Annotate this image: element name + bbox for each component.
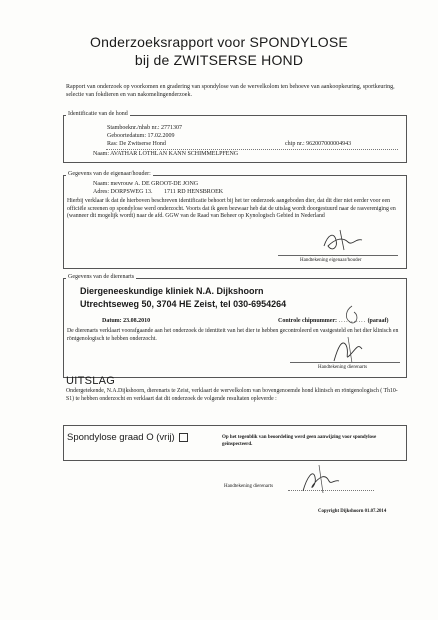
- geboorte-value: 17.02.2009: [147, 133, 175, 139]
- ras-row: [107, 141, 166, 149]
- vet-clinic-address: Utrechtseweg 50, 3704 HE Zeist, tel 030-6954264: [80, 299, 287, 309]
- grade-row: [67, 432, 188, 443]
- chip-paraaf-mark: [338, 304, 368, 328]
- vet-clinic-name: Diergeneeskundige kliniek N.A. Dijkshoorn: [80, 286, 264, 296]
- chip-row: [285, 141, 351, 149]
- vet-datum-label: Datum:: [102, 318, 122, 324]
- owner-statement: Hierbij verklaar ik dat de hierboven beschreven identificatie behoort bij het ter onderzoek aangeboden dier, dat dit dier niet eerder voor een officiële screenen op spondylose werd onderzocht. Voorts dat ik geen bezwaar heb dat de uitslag wordt doorgestuurd naar de rasvereniging en (wanneer dit mogelijk wordt) naar de afd. GGW van de Raad van Beheer op Kynologisch Gebied in Nederland: [67, 198, 396, 219]
- vet-section-legend: Gegevens van de dierenarts: [68, 274, 135, 280]
- owner-adres-label: Adres:: [93, 189, 109, 195]
- owner-adres-value: DORPSWEG 13.: [110, 189, 153, 195]
- grade-checkbox[interactable]: [179, 433, 188, 442]
- grade-label: Spondylose graad O (vrij): [67, 432, 175, 443]
- dog-section-legend: Identificatie van de hond: [68, 111, 128, 117]
- ras-label: Ras:: [107, 141, 118, 147]
- chip-label: chip nr.:: [285, 141, 305, 147]
- ras-value: De Zwitserse Hond: [119, 141, 166, 147]
- chip-check-label: Controle chipnummer:: [278, 318, 338, 324]
- owner-naam-value: mevrouw A. DE GROOT-DE JONG: [110, 181, 199, 187]
- chip-value: 962007000004943: [306, 141, 352, 147]
- owner-postcode-value: 1711 RD HENSBROEK: [164, 189, 224, 195]
- vet-statement: De dierenarts verklaart voorafgaande aan het onderzoek de identiteit van het dier te hebben gecontroleerd en vastgesteld en het dier klinisch en röntgenologisch te hebben onderzocht.: [67, 328, 399, 342]
- vet-signature-1: [328, 335, 368, 365]
- chip-check-suffix: (paraaf): [367, 318, 389, 324]
- result-signature: [295, 463, 345, 497]
- owner-section-legend: Gegevens van de eigenaar/houder:: [68, 171, 151, 177]
- owner-naam-row: [93, 181, 198, 189]
- intro-text: Rapport van onderzoek op voorkomen en gradering van spondylose van de wervelkolom ten behoeve van aankoopkeuring, sportkeuring, selectie van fokdieren en van nakomelingenderzoek.: [66, 84, 395, 98]
- vet-datum-row: [102, 318, 150, 326]
- report-title: Onderzoeksrapport voor SPONDYLOSE: [90, 34, 348, 50]
- geboorte-row: [107, 133, 175, 141]
- result-signature-label: Handtekening dierenarts: [224, 484, 274, 489]
- vet-datum-value: 23.08.2010: [123, 318, 151, 324]
- chip-check-row: Controle chipnummer: ........... (paraaf): [278, 318, 389, 324]
- naam-value: AVATHAR LOTHLAN KANN SCHIMMELPFENG: [110, 151, 239, 157]
- geboorte-label: Geboortedatum:: [107, 133, 146, 139]
- report-subtitle: bij de ZWITSERSE HOND: [134, 52, 304, 68]
- owner-signature-label: Handtekening eigenaar/houder: [300, 258, 362, 263]
- result-heading: UITSLAG: [66, 375, 116, 387]
- vet-signature-label: Handtekening dierenarts: [318, 365, 368, 370]
- stamboek-value: 2771307: [161, 125, 182, 131]
- naam-label: Naam:: [93, 151, 109, 157]
- owner-adres-row: [93, 189, 223, 197]
- owner-signature: [318, 228, 368, 254]
- copyright: Copyright Dijkshoorn 01.07.2014: [318, 509, 387, 514]
- naam-row: [93, 151, 238, 159]
- owner-naam-label: Naam:: [93, 181, 109, 187]
- result-note: Op het tegenblik van beoordeling werd geen aanwijzing voor spondylose geïnspecteerd.: [222, 435, 377, 447]
- stamboek-row: [107, 125, 182, 133]
- result-statement: Ondergetekende, N.A.Dijkshoorn, dierenarts te Zeist, verklaart de wervelkolom van bovengenoemde hond klinisch en röntgenologisch ( Th10-S1) te hebben onderzocht en verklaart dat dit onderzoek de volgende resultaten opleverde :: [66, 388, 398, 402]
- stamboek-label: Stamboeknr./nhsb nr.:: [107, 125, 160, 131]
